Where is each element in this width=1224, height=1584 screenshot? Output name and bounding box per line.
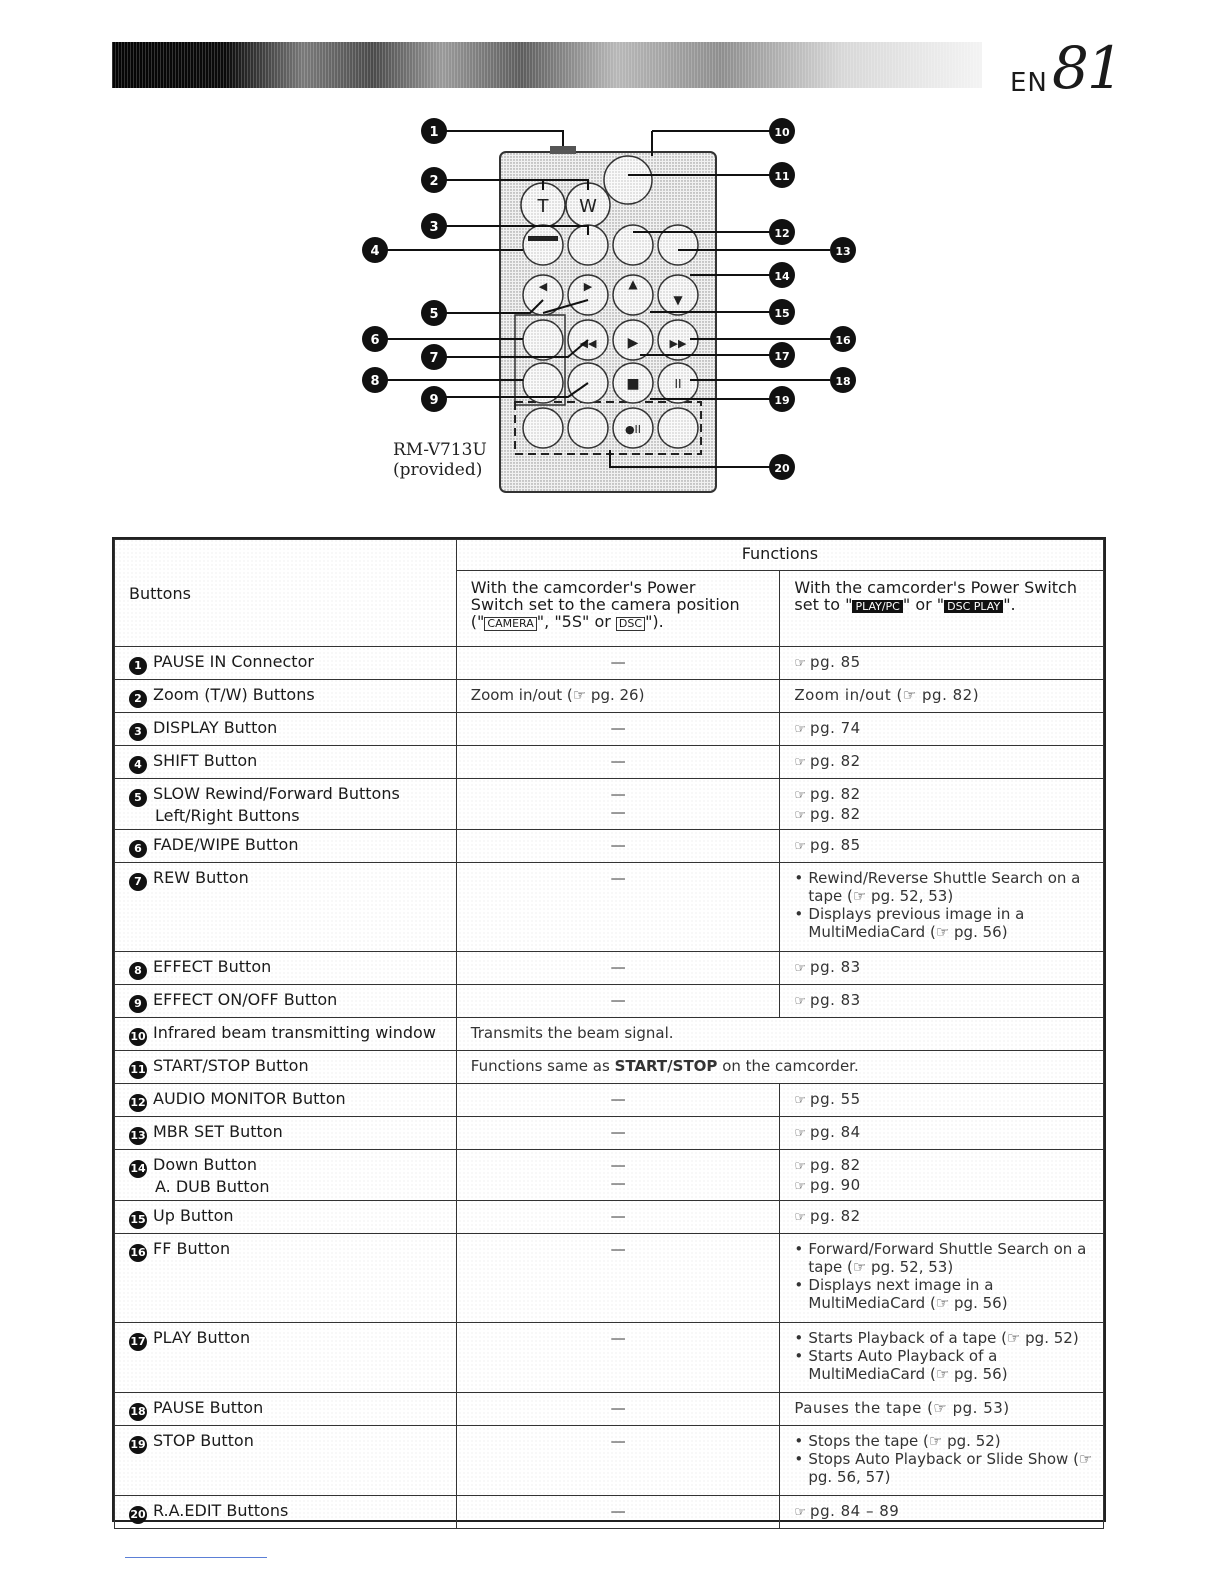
button-name: EFFECT Button: [153, 957, 272, 976]
table-row: [115, 1426, 1104, 1496]
table-row: [115, 952, 1104, 985]
svg-text:▶▶: ▶▶: [669, 337, 687, 350]
button-name: START/STOP Button: [153, 1056, 309, 1075]
button-name: AUDIO MONITOR Button: [153, 1089, 346, 1108]
table-row: [115, 1051, 1104, 1084]
camera-mode-cell: —: [456, 1234, 780, 1323]
function-span-cell: Transmits the beam signal.: [456, 1018, 1103, 1051]
camera-mode-cell: — —: [456, 1150, 780, 1201]
play-mode-cell: ☞ pg. 55: [780, 1084, 1104, 1117]
ra-edit-button-1: [523, 408, 563, 448]
table-row: [115, 1150, 1104, 1201]
button-name-secondary: A. DUB Button: [155, 1177, 270, 1196]
play-mode-cell: ☞ pg. 83: [780, 985, 1104, 1018]
camera-mode-cell: —: [456, 713, 780, 746]
button-name: Zoom (T/W) Buttons: [153, 685, 315, 704]
camera-mode-cell: — —: [456, 779, 780, 830]
footer-rule: [125, 1557, 267, 1558]
reference-icon: ☞: [794, 755, 807, 770]
play-mode-cell: ☞ pg. 85: [780, 830, 1104, 863]
table-row: [115, 1018, 1104, 1051]
play-mode-cell: ☞ pg. 84: [780, 1117, 1104, 1150]
callout-3: 3: [429, 220, 439, 235]
table-row: [115, 830, 1104, 863]
table-row: [115, 713, 1104, 746]
functions-table-grid: [114, 539, 1104, 1529]
callout-13: 13: [835, 245, 851, 258]
callout-10: 10: [774, 126, 790, 139]
button-name-cell: [115, 1150, 457, 1201]
camera-mode-cell: —: [456, 1117, 780, 1150]
row-number-badge: 10: [129, 1028, 147, 1046]
reference-icon: ☞: [794, 1126, 807, 1141]
button-name-secondary: Left/Right Buttons: [155, 806, 300, 825]
row-number-badge: 12: [129, 1094, 147, 1112]
button-name-cell: [115, 1426, 457, 1496]
table-body: [115, 647, 1104, 1529]
function-span-cell: Functions same as START/STOP on the camcorder.: [456, 1051, 1103, 1084]
button-name: SLOW Rewind/Forward Buttons: [153, 784, 400, 803]
table-row: [115, 1084, 1104, 1117]
table-row: [115, 863, 1104, 952]
bullet-item: • Forward/Forward Shuttle Search on a tape (☞ pg. 52, 53): [794, 1240, 1097, 1276]
bullet-item: • Rewind/Reverse Shuttle Search on a tape (☞ pg. 52, 53): [794, 869, 1097, 905]
remote-provided: (provided): [393, 460, 483, 480]
svg-text:●II: ●II: [624, 423, 642, 436]
play-mode-cell: ☞ pg. 82: [780, 1201, 1104, 1234]
play-mode-cell: ☞ pg. 82 ☞ pg. 82: [780, 779, 1104, 830]
button-name: SHIFT Button: [153, 751, 258, 770]
row-number-badge: 2: [129, 690, 147, 708]
camera-mode-cell: —: [456, 1426, 780, 1496]
row-number-badge: 19: [129, 1436, 147, 1454]
reference-icon: ☞: [794, 656, 807, 671]
functions-table: [112, 537, 1106, 1522]
reference-icon: ☞: [794, 839, 807, 854]
start-stop-button: [604, 156, 652, 204]
bullet-item: • Starts Auto Playback of a MultiMediaCard (☞ pg. 56): [794, 1347, 1097, 1383]
callout-19: 19: [774, 394, 790, 407]
reference-icon: ☞: [794, 1179, 807, 1194]
row-number-badge: 17: [129, 1333, 147, 1351]
table-row: [115, 1496, 1104, 1529]
button-name-cell: [115, 1234, 457, 1323]
remote-model: RM-V713U: [393, 440, 487, 460]
reference-icon: ☞: [794, 1505, 807, 1520]
button-name: REW Button: [153, 868, 249, 887]
play-mode-cell: [780, 1234, 1104, 1323]
table-row: [115, 647, 1104, 680]
button-name-cell: [115, 1117, 457, 1150]
row-number-badge: 16: [129, 1244, 147, 1262]
button-name-cell: [115, 746, 457, 779]
button-name: Down Button: [153, 1155, 258, 1174]
remote-illustration: [0, 0, 1224, 520]
svg-text:▶: ▶: [627, 335, 639, 351]
svg-text:II: II: [674, 377, 682, 391]
row-number-badge: 8: [129, 962, 147, 980]
reference-icon: ☞: [794, 1159, 807, 1174]
play-mode-cell: [780, 1426, 1104, 1496]
button-name: STOP Button: [153, 1431, 254, 1450]
button-name: FF Button: [153, 1239, 231, 1258]
pause-in-connector: [550, 146, 576, 154]
button-name-cell: [115, 863, 457, 952]
page-number-value: 81: [1052, 34, 1122, 102]
callout-20: 20: [774, 462, 790, 475]
button-name-cell: [115, 647, 457, 680]
table-row: [115, 779, 1104, 830]
button-name: R.A.EDIT Buttons: [153, 1501, 289, 1520]
button-name-cell: [115, 779, 457, 830]
callout-11: 11: [774, 170, 790, 183]
ra-edit-button-2: [568, 408, 608, 448]
camera-mode-cell: —: [456, 830, 780, 863]
play-mode-cell: Zoom in/out (☞ pg. 82): [780, 680, 1104, 713]
play-mode-cell: ☞ pg. 82 ☞ pg. 90: [780, 1150, 1104, 1201]
row-number-badge: 14: [129, 1160, 147, 1178]
callout-17: 17: [774, 350, 790, 363]
camera-badge: CAMERA: [484, 617, 536, 631]
fade-wipe-button: [523, 320, 563, 360]
reference-icon: ☞: [794, 994, 807, 1009]
camera-mode-cell: —: [456, 952, 780, 985]
table-row: [115, 680, 1104, 713]
play-mode-cell: Pauses the tape (☞ pg. 53): [780, 1393, 1104, 1426]
button-name: Infrared beam transmitting window: [153, 1023, 436, 1042]
button-name: PLAY Button: [153, 1328, 251, 1347]
svg-text:▲: ▲: [628, 277, 638, 291]
bullet-item: • Displays previous image in a MultiMediaCard (☞ pg. 56): [794, 905, 1097, 941]
shift-button: [523, 225, 563, 265]
button-name-cell: [115, 1323, 457, 1393]
button-name-cell: [115, 952, 457, 985]
reference-icon: ☞: [794, 788, 807, 803]
callout-5: 5: [429, 307, 439, 322]
camera-mode-cell: —: [456, 1393, 780, 1426]
callout-18: 18: [835, 375, 851, 388]
camera-mode-cell: —: [456, 647, 780, 680]
table-row: [115, 1201, 1104, 1234]
callout-2: 2: [429, 174, 439, 189]
play-mode-cell: ☞ pg. 85: [780, 647, 1104, 680]
svg-text:▶: ▶: [583, 280, 593, 293]
header-functions: Functions: [456, 540, 1103, 571]
remote-model-label: [393, 440, 487, 480]
row-number-badge: 7: [129, 873, 147, 891]
header-play-mode: With the camcorder's Power Switch set to " PLAY/PC " or " DSC PLAY ".: [780, 571, 1104, 647]
camera-mode-cell: —: [456, 1084, 780, 1117]
row-number-badge: 11: [129, 1061, 147, 1079]
table-row: [115, 1393, 1104, 1426]
callout-8: 8: [370, 374, 380, 389]
play-mode-cell: ☞ pg. 82: [780, 746, 1104, 779]
table-row: [115, 1323, 1104, 1393]
callout-9: 9: [429, 393, 439, 408]
button-name-cell: [115, 985, 457, 1018]
play-mode-cell: ☞ pg. 84 – 89: [780, 1496, 1104, 1529]
svg-text:■: ■: [626, 376, 640, 392]
zoom-w-label: W: [579, 196, 597, 217]
row-number-badge: 1: [129, 657, 147, 675]
button-name: DISPLAY Button: [153, 718, 278, 737]
button-name: EFFECT ON/OFF Button: [153, 990, 338, 1009]
reference-icon: ☞: [794, 722, 807, 737]
svg-text:◀◀: ◀◀: [579, 337, 597, 350]
row-number-badge: 18: [129, 1403, 147, 1421]
button-name: PAUSE IN Connector: [153, 652, 314, 671]
page-lang-prefix: EN: [1010, 68, 1048, 98]
reference-icon: ☞: [794, 1210, 807, 1225]
remote-diagram: [0, 0, 1224, 520]
camera-mode-cell: —: [456, 863, 780, 952]
reference-icon: ☞: [794, 961, 807, 976]
svg-text:◀: ◀: [538, 280, 548, 293]
bullet-item: • Stops the tape (☞ pg. 52): [794, 1432, 1097, 1450]
dscplay-badge: DSC PLAY: [944, 600, 1003, 613]
header-camera-mode: With the camcorder's Power Switch set to the camera position (" CAMERA ", "5S" or DSC ").: [456, 571, 780, 647]
button-name-cell: [115, 1496, 457, 1529]
svg-text:▼: ▼: [673, 293, 683, 307]
row-number-badge: 5: [129, 789, 147, 807]
callout-1: 1: [429, 125, 439, 140]
playpc-badge: PLAY/PC: [852, 600, 902, 613]
button-name: Up Button: [153, 1206, 234, 1225]
row-number-badge: 20: [129, 1506, 147, 1524]
bullet-item: • Stops Auto Playback or Slide Show (☞ pg. 56, 57): [794, 1450, 1097, 1486]
camera-mode-cell: —: [456, 1323, 780, 1393]
play-mode-cell: ☞ pg. 83: [780, 952, 1104, 985]
table-row: [115, 746, 1104, 779]
table-row: [115, 985, 1104, 1018]
row-number-badge: 15: [129, 1211, 147, 1229]
button-name-cell: [115, 1084, 457, 1117]
row-number-badge: 13: [129, 1127, 147, 1145]
row-number-badge: 6: [129, 840, 147, 858]
button-name-cell: [115, 1201, 457, 1234]
camera-mode-cell: Zoom in/out (☞ pg. 26): [456, 680, 780, 713]
button-name-cell: [115, 1393, 457, 1426]
camera-mode-cell: —: [456, 1496, 780, 1529]
button-name-cell: [115, 680, 457, 713]
bullet-item: • Starts Playback of a tape (☞ pg. 52): [794, 1329, 1097, 1347]
button-name: MBR SET Button: [153, 1122, 283, 1141]
bullet-item: • Displays next image in a MultiMediaCard (☞ pg. 56): [794, 1276, 1097, 1312]
dsc-badge: DSC: [616, 617, 645, 631]
callout-15: 15: [774, 307, 790, 320]
ra-edit-button-4: [658, 408, 698, 448]
table-row: [115, 1234, 1104, 1323]
button-name-cell: [115, 830, 457, 863]
camera-mode-cell: —: [456, 1201, 780, 1234]
button-name: FADE/WIPE Button: [153, 835, 299, 854]
play-mode-cell: [780, 863, 1104, 952]
callout-6: 6: [370, 333, 380, 348]
reference-icon: ☞: [794, 808, 807, 823]
play-mode-cell: ☞ pg. 74: [780, 713, 1104, 746]
play-mode-cell: [780, 1323, 1104, 1393]
button-name-cell: [115, 1018, 457, 1051]
table-row: [115, 1117, 1104, 1150]
camera-mode-cell: —: [456, 746, 780, 779]
callout-12: 12: [774, 227, 790, 240]
callout-14: 14: [774, 270, 790, 283]
button-name-cell: [115, 713, 457, 746]
reference-icon: ☞: [794, 1093, 807, 1108]
row-number-badge: 4: [129, 756, 147, 774]
button-name: PAUSE Button: [153, 1398, 264, 1417]
callout-7: 7: [429, 351, 439, 366]
callout-16: 16: [835, 334, 851, 347]
row-number-badge: 3: [129, 723, 147, 741]
callout-4: 4: [370, 244, 380, 259]
zoom-t-label: T: [537, 196, 549, 217]
header-buttons: Buttons: [115, 540, 457, 647]
button-name-cell: [115, 1051, 457, 1084]
camera-mode-cell: —: [456, 985, 780, 1018]
row-number-badge: 9: [129, 995, 147, 1013]
